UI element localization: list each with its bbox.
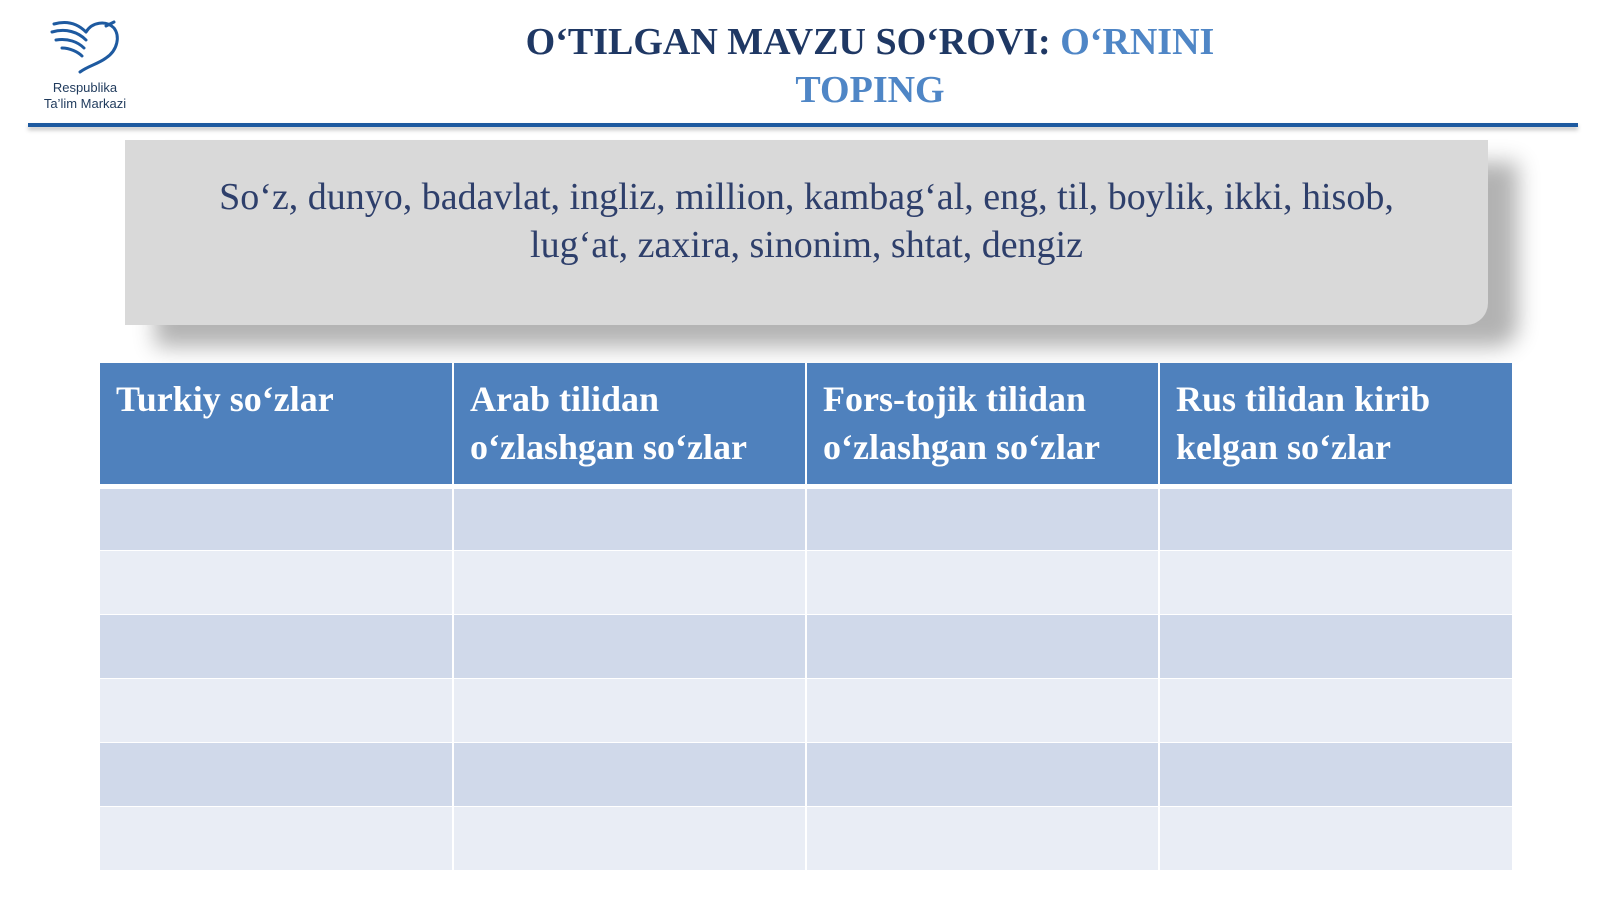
table-cell[interactable] <box>1159 806 1512 870</box>
table-cell[interactable] <box>453 486 806 550</box>
logo-line-2: Ta’lim Markazi <box>43 96 127 111</box>
dove-icon <box>48 14 122 76</box>
table-cell[interactable] <box>1159 550 1512 614</box>
title-part-2: O‘RNINI <box>1060 21 1215 63</box>
table-cell[interactable] <box>100 550 453 614</box>
table-row <box>100 806 1512 870</box>
table-cell[interactable] <box>806 486 1159 550</box>
header-russian: Rus tilidan kirib kelgan so‘zlar <box>1159 363 1512 486</box>
table-cell[interactable] <box>100 614 453 678</box>
title-part-1: O‘TILGAN MAVZU SO‘ROVI: <box>525 21 1061 63</box>
table-cell[interactable] <box>100 806 453 870</box>
table-header-row <box>100 363 1512 486</box>
title-part-3: TOPING <box>795 69 945 111</box>
table-cell[interactable] <box>806 678 1159 742</box>
table-cell[interactable] <box>806 742 1159 806</box>
table-cell[interactable] <box>453 742 806 806</box>
header-arabic: Arab tilidan o‘zlashgan so‘zlar <box>453 363 806 486</box>
table-cell[interactable] <box>100 678 453 742</box>
classification-table <box>100 363 1512 871</box>
table-cell[interactable] <box>806 614 1159 678</box>
table-cell[interactable] <box>100 742 453 806</box>
table-cell[interactable] <box>453 678 806 742</box>
table-cell[interactable] <box>453 550 806 614</box>
header-turkic: Turkiy so‘zlar <box>100 363 453 486</box>
table-row <box>100 742 1512 806</box>
table-cell[interactable] <box>1159 742 1512 806</box>
table-cell[interactable] <box>1159 486 1512 550</box>
logo <box>30 14 140 124</box>
table-cell[interactable] <box>1159 678 1512 742</box>
table-row <box>100 678 1512 742</box>
table-cell[interactable] <box>806 806 1159 870</box>
table-cell[interactable] <box>453 806 806 870</box>
word-list-line-2: lug‘at, zaxira, sinonim, shtat, dengiz <box>530 223 1083 266</box>
table-cell[interactable] <box>100 486 453 550</box>
table-cell[interactable] <box>806 550 1159 614</box>
word-list <box>219 173 1394 269</box>
logo-line-1: Respublika <box>52 80 118 95</box>
word-list-line-1: So‘z, dunyo, badavlat, ingliz, million, kambag‘al, eng, til, boylik, ikki, hisob, <box>219 175 1394 218</box>
header-divider <box>28 123 1578 127</box>
table-cell[interactable] <box>1159 614 1512 678</box>
table-cell[interactable] <box>453 614 806 678</box>
table-row <box>100 550 1512 614</box>
header-persian-tajik: Fors-tojik tilidan o‘zlashgan so‘zlar <box>806 363 1159 486</box>
page-title <box>440 18 1300 114</box>
table-row <box>100 614 1512 678</box>
table-row <box>100 486 1512 550</box>
word-list-box <box>125 140 1488 325</box>
